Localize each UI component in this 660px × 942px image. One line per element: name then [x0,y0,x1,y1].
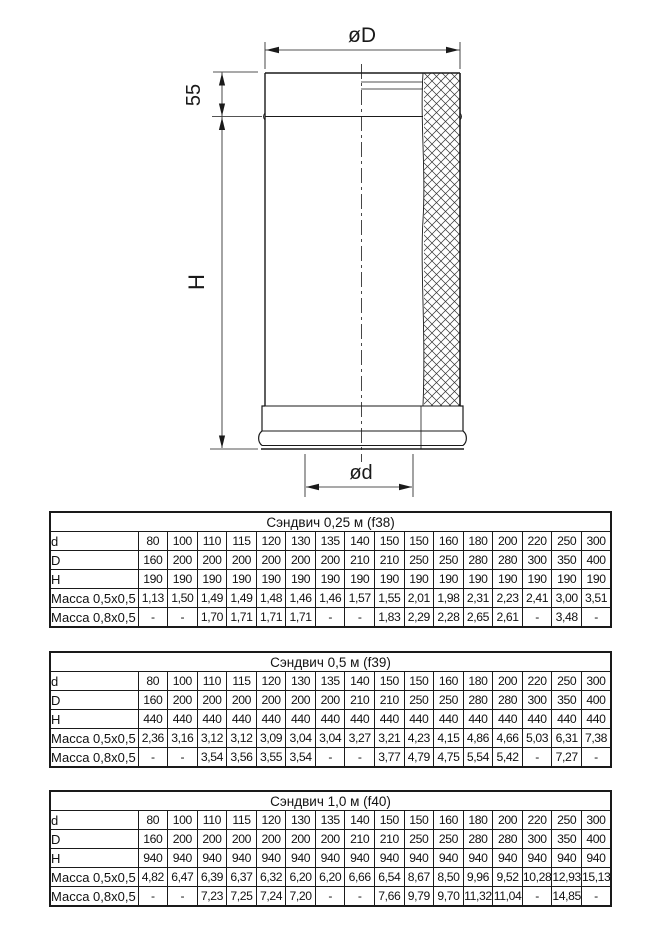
table-cell: 250 [404,551,434,570]
table-cell: 440 [404,710,434,729]
table-cell: 12,93 [552,868,582,887]
table-cell: 190 [227,570,257,589]
table-cell: - [345,608,375,628]
table-cell: 190 [493,570,523,589]
table-cell: 120 [256,672,286,691]
table-title: Сэндвич 0,5 м (f39) [50,652,611,672]
table-cell: 940 [552,849,582,868]
table-cell: 2,41 [522,589,552,608]
table-cell: 440 [256,710,286,729]
table-cell: 160 [138,691,168,710]
table-cell: 440 [375,710,405,729]
table-cell: 80 [138,532,168,551]
table-cell: 1,49 [197,589,227,608]
table-cell: 200 [168,830,198,849]
table-cell: - [581,887,611,907]
table-cell: 1,71 [227,608,257,628]
table-cell: 3,54 [197,748,227,768]
table-cell: 440 [168,710,198,729]
table-cell: - [345,887,375,907]
table-cell: 11,32 [463,887,493,907]
table-cell: 1,83 [375,608,405,628]
table-cell: 940 [522,849,552,868]
row-label: Масса 0,8x0,5 [50,887,138,907]
table-cell: 3,54 [286,748,316,768]
table-cell: 1,49 [227,589,257,608]
table-cell: 190 [286,570,316,589]
table-cell: 940 [434,849,464,868]
table-cell: 6,47 [168,868,198,887]
table-cell: 6,39 [197,868,227,887]
table-cell: 2,01 [404,589,434,608]
table-cell: 2,65 [463,608,493,628]
table-cell: 440 [138,710,168,729]
table-cell: 940 [404,849,434,868]
table-cell: 1,48 [256,589,286,608]
table-cell: 200 [493,811,523,830]
table-cell: 440 [345,710,375,729]
table-cell: 250 [434,830,464,849]
table-cell: 440 [463,710,493,729]
table-cell: 100 [168,672,198,691]
row-label: Масса 0,5x0,5 [50,868,138,887]
table-cell: 150 [375,532,405,551]
table-cell: 180 [463,672,493,691]
table-cell: 280 [493,830,523,849]
table-cell: 3,09 [256,729,286,748]
table-cell: 9,79 [404,887,434,907]
table-cell: 200 [286,830,316,849]
table-cell: 250 [552,811,582,830]
table-cell: 2,23 [493,589,523,608]
table-cell: 190 [552,570,582,589]
table-cell: 11,04 [493,887,523,907]
table-cell: 200 [256,830,286,849]
table-cell: 1,57 [345,589,375,608]
table-cell: 940 [581,849,611,868]
row-label: Масса 0,8x0,5 [50,748,138,768]
table-cell: - [522,608,552,628]
table-cell: 300 [522,830,552,849]
table-cell: 150 [375,811,405,830]
table-cell: 210 [345,830,375,849]
dimension-outer-diameter [265,24,460,69]
table-cell: 190 [315,570,345,589]
table-cell: 200 [197,830,227,849]
spec-table-f39 [49,651,612,768]
table-cell: 140 [345,811,375,830]
table-cell: 200 [286,551,316,570]
table-cell: 3,12 [197,729,227,748]
table-cell: 9,96 [463,868,493,887]
table-cell: 1,46 [315,589,345,608]
table-cell: 190 [256,570,286,589]
table-cell: 80 [138,811,168,830]
table-cell: 3,04 [286,729,316,748]
table-cell: 300 [522,691,552,710]
table-cell: 210 [375,830,405,849]
table-cell: 135 [315,532,345,551]
table-cell: 300 [581,811,611,830]
table-cell: 3,16 [168,729,198,748]
row-label: d [50,532,138,551]
table-cell: 280 [463,551,493,570]
body-height-label: H [184,274,209,290]
table-cell: 7,24 [256,887,286,907]
table-cell: 6,20 [286,868,316,887]
table-cell: 940 [345,849,375,868]
table-cell: 14,85 [552,887,582,907]
spec-table-f40 [49,790,612,907]
dimension-inner-diameter [305,454,413,497]
table-cell: 200 [227,551,257,570]
table-cell: - [315,748,345,768]
table-cell: 3,51 [581,589,611,608]
table-cell: - [168,608,198,628]
table-cell: 6,20 [315,868,345,887]
table-cell: 440 [286,710,316,729]
table-cell: 3,55 [256,748,286,768]
table-cell: 9,70 [434,887,464,907]
table-cell: 7,25 [227,887,257,907]
table-cell: 130 [286,811,316,830]
table-cell: 150 [404,672,434,691]
table-cell: 200 [493,532,523,551]
table-cell: - [581,608,611,628]
table-cell: 5,54 [463,748,493,768]
table-cell: 4,82 [138,868,168,887]
table-cell: 3,77 [375,748,405,768]
table-cell: 440 [227,710,257,729]
row-label: H [50,710,138,729]
table-cell: 150 [404,532,434,551]
row-label: Масса 0,5x0,5 [50,729,138,748]
table-cell: 300 [581,672,611,691]
table-cell: 200 [197,551,227,570]
table-cell: 6,37 [227,868,257,887]
table-cell: 300 [581,532,611,551]
table-cell: 200 [227,830,257,849]
table-cell: 940 [168,849,198,868]
table-cell: 210 [375,551,405,570]
table-cell: 150 [404,811,434,830]
table-cell: 160 [138,830,168,849]
table-cell: 190 [581,570,611,589]
dimension-body-height [184,117,258,449]
table-cell: 440 [493,710,523,729]
table-cell: 940 [227,849,257,868]
table-cell: 250 [434,551,464,570]
table-cell: 1,50 [168,589,198,608]
table-cell: 9,52 [493,868,523,887]
table-cell: 1,98 [434,589,464,608]
row-label: D [50,551,138,570]
table-cell: 6,31 [552,729,582,748]
table-cell: 1,71 [256,608,286,628]
table-cell: 280 [493,691,523,710]
table-cell: 190 [522,570,552,589]
table-cell: - [522,887,552,907]
row-label: D [50,830,138,849]
table-cell: 190 [197,570,227,589]
table-cell: 250 [552,532,582,551]
table-cell: 1,55 [375,589,405,608]
table-cell: 180 [463,811,493,830]
table-cell: 940 [375,849,405,868]
table-cell: 115 [227,532,257,551]
table-cell: 135 [315,672,345,691]
table-cell: 7,20 [286,887,316,907]
table-cell: 2,28 [434,608,464,628]
table-cell: 440 [315,710,345,729]
table-cell: 210 [375,691,405,710]
table-cell: 250 [434,691,464,710]
table-cell: 3,21 [375,729,405,748]
table-cell: 110 [197,811,227,830]
row-label: d [50,672,138,691]
table-cell: 440 [522,710,552,729]
table-cell: 940 [463,849,493,868]
row-label: Масса 0,5x0,5 [50,589,138,608]
row-label: D [50,691,138,710]
table-cell: 160 [434,811,464,830]
table-cell: 110 [197,532,227,551]
table-cell: 140 [345,532,375,551]
table-cell: - [138,608,168,628]
insulation-hatch [424,73,460,406]
table-cell: 200 [315,691,345,710]
table-cell: 940 [493,849,523,868]
table-cell: 5,42 [493,748,523,768]
table-cell: - [168,748,198,768]
table-cell: 1,46 [286,589,316,608]
table-cell: 190 [345,570,375,589]
table-cell: 6,66 [345,868,375,887]
table-cell: - [315,887,345,907]
table-cell: 190 [375,570,405,589]
table-cell: 110 [197,672,227,691]
table-cell: 220 [522,811,552,830]
outer-diameter-label: øD [348,24,376,47]
table-cell: - [522,748,552,768]
table-cell: 200 [197,691,227,710]
table-cell: 120 [256,532,286,551]
table-cell: 120 [256,811,286,830]
table-cell: 190 [168,570,198,589]
table-cell: 8,50 [434,868,464,887]
table-cell: 190 [434,570,464,589]
table-cell: 940 [315,849,345,868]
dimension-socket-height [183,72,262,117]
table-cell: 190 [138,570,168,589]
table-cell: 280 [463,691,493,710]
table-cell: 4,79 [404,748,434,768]
table-cell: 940 [138,849,168,868]
table-title: Сэндвич 1,0 м (f40) [50,791,611,811]
table-cell: 4,15 [434,729,464,748]
table-cell: - [138,748,168,768]
table-cell: 3,04 [315,729,345,748]
table-cell: 2,31 [463,589,493,608]
table-cell: 400 [581,691,611,710]
table-cell: 2,36 [138,729,168,748]
table-cell: 250 [552,672,582,691]
table-cell: 200 [227,691,257,710]
table-cell: 100 [168,811,198,830]
table-cell: 220 [522,672,552,691]
spec-table-f38 [49,511,612,628]
table-cell: 200 [256,551,286,570]
table-cell: 200 [315,830,345,849]
table-cell: 160 [434,532,464,551]
table-cell: 440 [581,710,611,729]
table-cell: 250 [404,691,434,710]
table-cell: 80 [138,672,168,691]
row-label: Масса 0,8x0,5 [50,608,138,628]
table-cell: 3,56 [227,748,257,768]
table-cell: 8,67 [404,868,434,887]
table-cell: 200 [315,551,345,570]
table-cell: 200 [168,691,198,710]
table-cell: 3,27 [345,729,375,748]
table-cell: 180 [463,532,493,551]
table-cell: 440 [197,710,227,729]
table-cell: 400 [581,551,611,570]
table-cell: 1,13 [138,589,168,608]
table-cell: 220 [522,532,552,551]
table-cell: 150 [375,672,405,691]
table-cell: 440 [552,710,582,729]
table-title: Сэндвич 0,25 м (f38) [50,512,611,532]
table-cell: 350 [552,551,582,570]
table-cell: 350 [552,830,582,849]
table-cell: 200 [256,691,286,710]
table-cell: - [345,748,375,768]
table-cell: - [138,887,168,907]
table-cell: 200 [286,691,316,710]
table-cell: 15,13 [581,868,611,887]
table-cell: 400 [581,830,611,849]
table-cell: 100 [168,532,198,551]
table-cell: 115 [227,672,257,691]
inner-diameter-label: ød [349,462,373,484]
table-cell: 135 [315,811,345,830]
table-cell: 5,03 [522,729,552,748]
table-cell: 160 [138,551,168,570]
table-cell: 115 [227,811,257,830]
table-cell: 350 [552,691,582,710]
table-cell: 280 [463,830,493,849]
table-cell: 130 [286,672,316,691]
table-cell: 940 [197,849,227,868]
table-cell: 1,71 [286,608,316,628]
table-cell: 280 [493,551,523,570]
row-label: H [50,570,138,589]
table-cell: 140 [345,672,375,691]
table-cell: 4,23 [404,729,434,748]
table-cell: 210 [345,691,375,710]
table-cell: 7,66 [375,887,405,907]
insulation-inner-edge [422,73,424,406]
row-label: d [50,811,138,830]
table-cell: 7,27 [552,748,582,768]
table-cell: 10,28 [522,868,552,887]
table-cell: 6,32 [256,868,286,887]
table-cell: 190 [404,570,434,589]
table-cell: 4,86 [463,729,493,748]
table-cell: 200 [168,551,198,570]
table-cell: 3,00 [552,589,582,608]
table-cell: 2,29 [404,608,434,628]
table-cell: 440 [434,710,464,729]
table-cell: 7,38 [581,729,611,748]
table-cell: 7,23 [197,887,227,907]
table-cell: 130 [286,532,316,551]
table-cell: 6,54 [375,868,405,887]
table-cell: - [168,887,198,907]
table-cell: 4,75 [434,748,464,768]
table-cell: 1,70 [197,608,227,628]
row-label: H [50,849,138,868]
table-cell: 160 [434,672,464,691]
table-cell: - [315,608,345,628]
table-cell: 190 [463,570,493,589]
table-cell: 210 [345,551,375,570]
table-cell: 300 [522,551,552,570]
table-cell: 4,66 [493,729,523,748]
table-cell: - [581,748,611,768]
socket-height-label: 55 [183,83,205,107]
table-cell: 3,12 [227,729,257,748]
table-cell: 3,48 [552,608,582,628]
table-cell: 200 [493,672,523,691]
table-cell: 940 [286,849,316,868]
table-cell: 2,61 [493,608,523,628]
table-cell: 250 [404,830,434,849]
table-cell: 940 [256,849,286,868]
